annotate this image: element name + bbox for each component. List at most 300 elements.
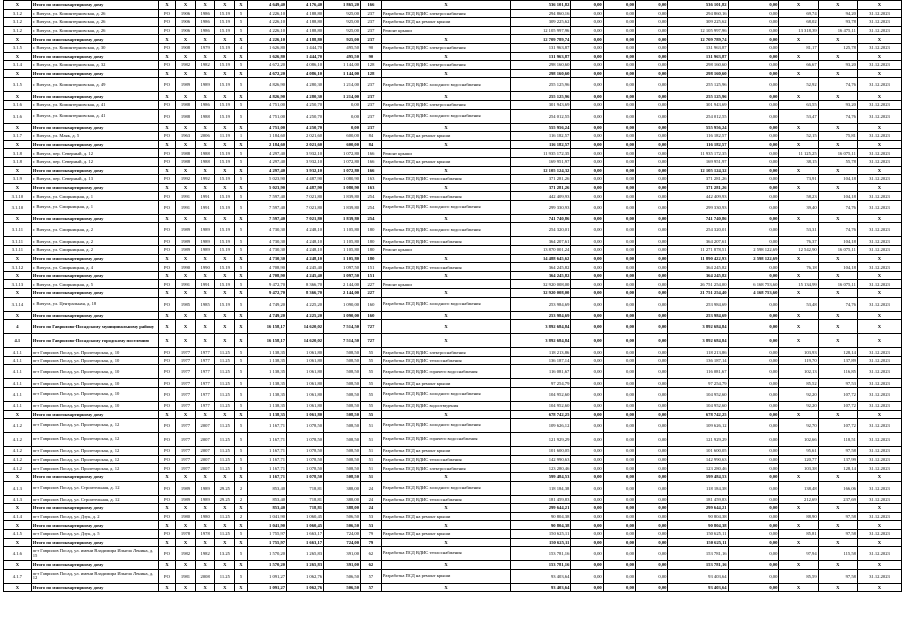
cell-total-area: 1 167,71	[247, 447, 286, 456]
cell-wall-material: 15.19	[215, 109, 235, 123]
cell-living-area: 7 021,80	[287, 200, 324, 214]
cell-cost-owners: 131 963,87	[668, 43, 728, 52]
cell-work-type: X	[381, 583, 510, 592]
cell-address: пгт Гаврилов Посад, ул. Пролетарская, д. 12	[31, 464, 158, 473]
cell-cost-total: 301 943,69	[511, 100, 571, 109]
cell-deadline: X	[857, 289, 901, 298]
cell-cost-fund: 0,00	[571, 100, 603, 109]
cell-cost-municipal: 0,00	[636, 52, 668, 61]
cell-max-unit-cost: 74,76	[818, 200, 857, 214]
cell-cost-other: 0,00	[728, 1, 779, 10]
cell-total-area: 7 597,40	[247, 214, 286, 223]
cell-max-unit-cost: 74,76	[818, 223, 857, 237]
cell-floors: X	[235, 504, 248, 513]
cell-total-area: 1 167,71	[247, 472, 286, 481]
cell-cost-total: 12 105 124,32	[511, 166, 571, 175]
cell-living-area: 8 366,70	[287, 289, 324, 298]
cell-living-area: 3 932,10	[287, 166, 324, 175]
cell-unit-cost: X	[779, 561, 818, 570]
cell-residents: 90	[361, 52, 382, 61]
cell-work-type: X	[381, 472, 510, 481]
cell-floors: 5	[235, 61, 248, 70]
cell-total-area: 4 297,40	[247, 157, 286, 166]
cell-cost-other: 0,00	[728, 223, 779, 237]
cell-wall-material: X	[215, 472, 235, 481]
cell-wall-material: 15.19	[215, 9, 235, 18]
cell-living-area: 7 021,80	[287, 214, 324, 223]
cell-year-built: 1977	[176, 447, 196, 456]
cell-unit-cost: 92,20	[779, 402, 818, 411]
cell-nonliving-area: 0,00	[324, 100, 361, 109]
cell-cost-fund: 0,00	[571, 9, 603, 18]
cell-cost-municipal: 0,00	[636, 464, 668, 473]
table-row	[4, 547, 902, 561]
cell-num: 3.1.8	[4, 157, 32, 166]
cell-cost-owners: 294 860,16	[668, 9, 728, 18]
cell-cost-municipal: 0,00	[636, 140, 668, 149]
cell-living-area: 1 444,70	[287, 43, 324, 52]
cell-address: г. Вичуга, пер. Северный, д. 13	[31, 175, 158, 184]
cell-cost-owners: 93 403,64	[668, 569, 728, 583]
cell-deadline: 31.12.2023	[857, 246, 901, 255]
cell-cost-fund: 0,00	[571, 379, 603, 388]
cell-cost-owners: 364 245,82	[668, 263, 728, 272]
cell-unit-cost: 102,66	[779, 433, 818, 447]
cell-cost-municipal: 0,00	[636, 200, 668, 214]
cell-num: X	[4, 254, 32, 263]
cell-floors: 5	[235, 157, 248, 166]
cell-unit-cost: 103,93	[779, 348, 818, 357]
cell-year-built: 1978	[176, 529, 196, 538]
cell-max-unit-cost: 75,81	[818, 132, 857, 141]
cell-deadline: 31.12.2023	[857, 379, 901, 388]
cell-residents: 57	[361, 569, 382, 583]
cell-unit-cost: 103,38	[779, 464, 818, 473]
cell-cost-total: 181 459,83	[511, 495, 571, 504]
cell-cost-regional: 0,00	[603, 538, 635, 547]
cell-living-area: 1 078,50	[287, 455, 324, 464]
cell-address: пгт Гаврилов Посад, ул. имени Владимира Ильича Ленина, д. 15	[31, 547, 158, 561]
cell-address: пгт Гаврилов Посад, ул. Пролетарская, д. 12	[31, 433, 158, 447]
cell-floors: 5	[235, 223, 248, 237]
cell-living-area: 4 250,70	[287, 123, 324, 132]
cell-max-unit-cost: 104,18	[818, 175, 857, 184]
cell-cost-fund: 0,00	[571, 109, 603, 123]
cell-year-built: 1977	[176, 379, 196, 388]
table-row	[4, 495, 902, 504]
cell-wall-material: X	[215, 35, 235, 44]
cell-num: 4.1.4	[4, 512, 32, 521]
cell-cost-regional: 0,00	[603, 52, 635, 61]
cell-deadline: 31.12.2023	[857, 569, 901, 583]
cell-unit-cost: 95,61	[779, 447, 818, 456]
table-total-row	[4, 472, 902, 481]
table-row	[4, 529, 902, 538]
cell-living-area: 1 078,50	[287, 447, 324, 456]
cell-residents: 55	[361, 348, 382, 357]
cell-year-built: X	[176, 583, 196, 592]
cell-nonliving-area: 1 097,50	[324, 263, 361, 272]
cell-unit-cost: X	[779, 166, 818, 175]
cell-cost-owners: 364 207,61	[668, 237, 728, 246]
cell-num: 4.1.2	[4, 419, 32, 433]
cell-year-repair: X	[195, 183, 215, 192]
cell-source: РО	[158, 109, 175, 123]
cell-unit-cost: X	[779, 123, 818, 132]
cell-unit-cost: 119,70	[779, 356, 818, 365]
cell-living-area: 1 061,80	[287, 348, 324, 357]
cell-year-repair: X	[195, 123, 215, 132]
cell-wall-material: 11.25	[215, 402, 235, 411]
cell-nonliving-area: 508,50	[324, 388, 361, 402]
cell-source: РО	[158, 78, 175, 92]
cell-year-repair: 1980	[195, 512, 215, 521]
cell-living-area: 718,81	[287, 504, 324, 513]
table-row	[4, 356, 902, 365]
cell-nonliving-area: 508,50	[324, 356, 361, 365]
cell-cost-total: 32 920 008,00	[511, 289, 571, 298]
cell-wall-material: X	[215, 52, 235, 61]
cell-source: РО	[158, 569, 175, 583]
cell-wall-material: 11.25	[215, 569, 235, 583]
cell-num: 4.1.1	[4, 402, 32, 411]
table-total-row	[4, 583, 902, 592]
cell-living-area: 1 060,45	[287, 512, 324, 521]
cell-floors: X	[235, 166, 248, 175]
cell-cost-owners: 253 984,69	[668, 311, 728, 320]
cell-floors: 5	[235, 237, 248, 246]
cell-deadline: 31.12.2023	[857, 402, 901, 411]
cell-cost-other: 0,00	[728, 92, 779, 101]
cell-cost-owners: 255 125,96	[668, 92, 728, 101]
cell-cost-other: 0,00	[728, 455, 779, 464]
cell-deadline: X	[857, 254, 901, 263]
cell-cost-other: 2 598 122,69	[728, 246, 779, 255]
cell-cost-total: 3 892 684,84	[511, 320, 571, 334]
cell-num: X	[4, 52, 32, 61]
cell-nonliving-area: 1 090,00	[324, 311, 361, 320]
cell-nonliving-area: 506,50	[324, 521, 361, 530]
cell-address: г. Вичуга, ул. Смирницкая, д. 2	[31, 223, 158, 237]
cell-cost-municipal: 0,00	[636, 166, 668, 175]
cell-cost-municipal: 0,00	[636, 583, 668, 592]
cell-year-built: 1977	[176, 356, 196, 365]
cell-residents: 166	[361, 166, 382, 175]
cell-residents: 53	[361, 521, 382, 530]
cell-work-type: Разработка ПСД ВДИС холодного водоснабжения	[381, 200, 510, 214]
cell-cost-other: 0,00	[728, 356, 779, 365]
cell-nonliving-area: 1 839,80	[324, 214, 361, 223]
cell-total-area: 1 138,35	[247, 348, 286, 357]
cell-unit-cost: 102,13	[779, 365, 818, 379]
cell-address: Итого по многоквартирному дому	[31, 583, 158, 592]
cell-cost-total: 153 781,16	[511, 547, 571, 561]
cell-wall-material: 15.19	[215, 61, 235, 70]
cell-total-area: 1 138,35	[247, 402, 286, 411]
cell-source: X	[158, 289, 175, 298]
cell-living-area: 4 248,10	[287, 223, 324, 237]
cell-year-repair: X	[195, 35, 215, 44]
cell-cost-other: 0,00	[728, 123, 779, 132]
cell-cost-municipal: 0,00	[636, 504, 668, 513]
table-row	[4, 132, 902, 141]
cell-cost-regional: 0,00	[603, 583, 635, 592]
cell-source: X	[158, 183, 175, 192]
cell-cost-fund: 0,00	[571, 69, 603, 78]
cell-year-built: X	[176, 52, 196, 61]
cell-cost-total: 13 870 001,24	[511, 246, 571, 255]
table-row	[4, 569, 902, 583]
cell-num: X	[4, 183, 32, 192]
cell-living-area: 718,81	[287, 481, 324, 495]
cell-unit-cost: X	[779, 334, 818, 348]
cell-cost-other: 0,00	[728, 472, 779, 481]
cell-wall-material: X	[215, 289, 235, 298]
cell-living-area: 1 061,80	[287, 356, 324, 365]
cell-cost-other: 0,00	[728, 183, 779, 192]
cell-cost-other: 0,00	[728, 9, 779, 18]
cell-floors: X	[235, 35, 248, 44]
cell-deadline: X	[857, 561, 901, 570]
cell-residents: 227	[361, 289, 382, 298]
cell-work-type: X	[381, 1, 510, 10]
cell-year-repair: 1989	[195, 246, 215, 255]
cell-work-type: Разработка ПСД ВДИС теплоснабжения	[381, 263, 510, 272]
cell-address: Итого по многоквартирному дому	[31, 504, 158, 513]
cell-cost-municipal: 0,00	[636, 297, 668, 311]
cell-source: РО	[158, 175, 175, 184]
cell-cost-municipal: 0,00	[636, 246, 668, 255]
cell-address: г. Вичуга, ул. Коминтерновская, д. 32	[31, 61, 158, 70]
cell-work-type: Разработка ПСД ВДИС теплоснабжения	[381, 547, 510, 561]
cell-cost-total: 299 644,21	[511, 504, 571, 513]
cell-cost-fund: 0,00	[571, 472, 603, 481]
cell-year-repair: 1977	[195, 365, 215, 379]
cell-cost-owners: 90 804,38	[668, 521, 728, 530]
cell-cost-municipal: 0,00	[636, 61, 668, 70]
cell-year-repair: X	[195, 472, 215, 481]
cell-address: Итого по многоквартирному дому	[31, 183, 158, 192]
cell-cost-municipal: 0,00	[636, 402, 668, 411]
cell-nonliving-area: 391,00	[324, 561, 361, 570]
cell-living-area: 1 061,80	[287, 410, 324, 419]
cell-total-area: 4 730,30	[247, 246, 286, 255]
cell-address: пгт Гаврилов Посад, ул. имени Владимира Ильича Ленина, д. 12	[31, 569, 158, 583]
cell-source: РО	[158, 18, 175, 27]
cell-year-built: 1989	[176, 481, 196, 495]
cell-address: Итого по многоквартирному дому	[31, 271, 158, 280]
cell-cost-fund: 0,00	[571, 271, 603, 280]
cell-cost-regional: 0,00	[603, 410, 635, 419]
cell-source: X	[158, 334, 175, 348]
cell-total-area: 5 023,90	[247, 175, 286, 184]
cell-cost-regional: 0,00	[603, 447, 635, 456]
cell-num: X	[4, 504, 32, 513]
cell-max-unit-cost: 115,58	[818, 547, 857, 561]
cell-cost-total: 90 804,38	[511, 512, 571, 521]
cell-cost-owners: 371 281,26	[668, 175, 728, 184]
cell-wall-material: X	[215, 214, 235, 223]
table-row	[4, 419, 902, 433]
cell-num: X	[4, 410, 32, 419]
cell-cost-municipal: 0,00	[636, 78, 668, 92]
cell-cost-fund: 0,00	[571, 237, 603, 246]
cell-cost-fund: 0,00	[571, 61, 603, 70]
cell-source: РО	[158, 365, 175, 379]
cell-residents: 79	[361, 538, 382, 547]
cell-residents: 254	[361, 192, 382, 201]
cell-cost-owners: 301 943,69	[668, 100, 728, 109]
cell-total-area: 4 226,10	[247, 26, 286, 35]
cell-living-area: 4 188,80	[287, 26, 324, 35]
cell-address: Итого по многоквартирному дому	[31, 1, 158, 10]
cell-max-unit-cost: 118,51	[818, 433, 857, 447]
cell-year-built: 1908	[176, 43, 196, 52]
cell-unit-cost: X	[779, 52, 818, 61]
cell-residents: 51	[361, 464, 382, 473]
cell-year-repair: 2007	[195, 464, 215, 473]
cell-wall-material: 15.19	[215, 43, 235, 52]
cell-source: РО	[158, 9, 175, 18]
cell-cost-regional: 0,00	[603, 123, 635, 132]
cell-cost-other: 0,00	[728, 504, 779, 513]
cell-cost-municipal: 0,00	[636, 35, 668, 44]
cell-floors: 5	[235, 246, 248, 255]
cell-source: X	[158, 214, 175, 223]
cell-cost-owners: 12 105 124,32	[668, 166, 728, 175]
cell-year-repair: 1977	[195, 402, 215, 411]
cell-work-type: Ремонт крыши	[381, 149, 510, 158]
cell-nonliving-area: 1 097,50	[324, 271, 361, 280]
cell-deadline: 31.12.2023	[857, 149, 901, 158]
cell-year-repair: X	[195, 561, 215, 570]
cell-cost-fund: 0,00	[571, 214, 603, 223]
cell-nonliving-area: 1 090,00	[324, 297, 361, 311]
cell-max-unit-cost: 74,76	[818, 109, 857, 123]
cell-num: X	[4, 521, 32, 530]
table-total-row	[4, 289, 902, 298]
cell-address: пгт Гаврилов Посад, ул. Пролетарская, д. 12	[31, 447, 158, 456]
cell-unit-cost: X	[779, 289, 818, 298]
cell-work-type: X	[381, 69, 510, 78]
cell-cost-fund: 0,00	[571, 365, 603, 379]
cell-total-area: 1 167,71	[247, 419, 286, 433]
cell-deadline: 31.12.2023	[857, 132, 901, 141]
cell-unit-cost: 97,94	[779, 547, 818, 561]
cell-living-area: 1 062,76	[287, 583, 324, 592]
cell-unit-cost: 15 134,99	[779, 280, 818, 289]
cell-living-area: 1 078,50	[287, 433, 324, 447]
cell-cost-regional: 0,00	[603, 109, 635, 123]
cell-living-area: 4 188,80	[287, 9, 324, 18]
cell-nonliving-area: 388,00	[324, 504, 361, 513]
cell-work-type: X	[381, 334, 510, 348]
cell-year-repair: X	[195, 271, 215, 280]
cell-wall-material: 11.25	[215, 348, 235, 357]
cell-wall-material: 11.25	[215, 455, 235, 464]
cell-cost-total: 104 952,60	[511, 388, 571, 402]
cell-residents: 727	[361, 320, 382, 334]
table-total-row	[4, 538, 902, 547]
cell-cost-regional: 0,00	[603, 495, 635, 504]
cell-max-unit-cost: X	[818, 504, 857, 513]
cell-living-area: 1 078,50	[287, 464, 324, 473]
cell-total-area: 853,40	[247, 481, 286, 495]
cell-cost-other: 0,00	[728, 109, 779, 123]
cell-total-area: 1 167,71	[247, 464, 286, 473]
cell-floors: X	[235, 52, 248, 61]
cell-num: X	[4, 583, 32, 592]
cell-num: 4.1.2	[4, 455, 32, 464]
cell-year-built: 1989	[176, 246, 196, 255]
table-body	[4, 1, 902, 592]
cell-residents: 166	[361, 1, 382, 10]
cell-wall-material: 15.19	[215, 100, 235, 109]
cell-cost-other: 0,00	[728, 410, 779, 419]
cell-living-area: 4 250,70	[287, 109, 324, 123]
cell-cost-fund: 0,00	[571, 43, 603, 52]
cell-total-area: 4 297,40	[247, 149, 286, 158]
cell-cost-total: 131 963,87	[511, 43, 571, 52]
cell-year-repair: X	[195, 254, 215, 263]
cell-living-area: 4 225,20	[287, 311, 324, 320]
cell-year-repair: 1986	[195, 26, 215, 35]
cell-address: Итого по многоквартирному дому	[31, 166, 158, 175]
cell-cost-regional: 0,00	[603, 433, 635, 447]
cell-cost-total: 298 160,60	[511, 61, 571, 70]
cell-cost-fund: 0,00	[571, 481, 603, 495]
cell-cost-municipal: 0,00	[636, 547, 668, 561]
table-row	[4, 297, 902, 311]
cell-cost-other: 0,00	[728, 192, 779, 201]
cell-address: пгт Гаврилов Посад, ул. Пролетарская, д. 10	[31, 356, 158, 365]
cell-cost-regional: 0,00	[603, 100, 635, 109]
table-row	[4, 263, 902, 272]
cell-total-area: 1 138,35	[247, 410, 286, 419]
cell-address: Итого по многоквартирному дому	[31, 35, 158, 44]
cell-wall-material: 11.25	[215, 464, 235, 473]
cell-wall-material: 11.25	[215, 419, 235, 433]
cell-residents: 160	[361, 297, 382, 311]
cell-cost-other: 0,00	[728, 583, 779, 592]
cell-source: РО	[158, 455, 175, 464]
cell-cost-total: 255 125,96	[511, 92, 571, 101]
cell-cost-other: 0,00	[728, 43, 779, 52]
cell-cost-total: 118 184,38	[511, 481, 571, 495]
cell-year-repair: X	[195, 214, 215, 223]
cell-year-built: X	[176, 140, 196, 149]
cell-max-unit-cost: X	[818, 214, 857, 223]
cell-source: РО	[158, 419, 175, 433]
cell-unit-cost: X	[779, 1, 818, 10]
cell-total-area: 4 226,10	[247, 18, 286, 27]
cell-year-repair: X	[195, 140, 215, 149]
cell-unit-cost: X	[779, 538, 818, 547]
cell-cost-total: 364 245,82	[511, 263, 571, 272]
cell-cost-municipal: 0,00	[636, 512, 668, 521]
cell-source: РО	[158, 100, 175, 109]
cell-cost-fund: 0,00	[571, 455, 603, 464]
cell-nonliving-area: 925,00	[324, 9, 361, 18]
cell-cost-total: 309 225,62	[511, 18, 571, 27]
cell-cost-total: 93 403,64	[511, 569, 571, 583]
cell-unit-cost: X	[779, 504, 818, 513]
cell-cost-regional: 0,00	[603, 512, 635, 521]
cell-source: РО	[158, 512, 175, 521]
cell-total-area: 1 138,35	[247, 379, 286, 388]
cell-cost-total: 555 956,24	[511, 123, 571, 132]
cell-year-repair: 1986	[195, 100, 215, 109]
